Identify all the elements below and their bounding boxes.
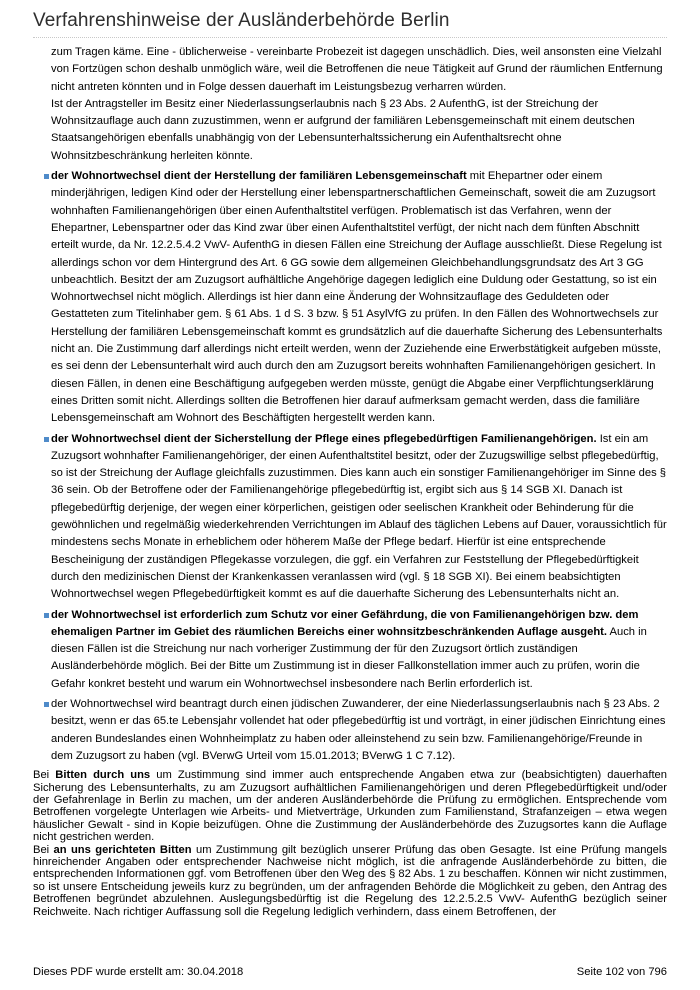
list-item — [33, 607, 667, 693]
list-item-text: mit Ehepartner oder einem minderjährigen, ledigen Kind oder der Herstellung einer lebenspartnerschaftlichen Gemeinschaft, soweit die am Zuzugsort wohnhaften Familienangehörigen über einen Aufenthaltstitel verfügen. Problematisch ist das Verfahren, wenn der Ehepartner, Lebenspartner oder das Kind zwar über einen Aufenthaltstitel verfügt, der nicht nach dem fünften Abschnitt erteilt wurde, da Nr. 12.2.5.4.2 VwV- AufenthG in diesen Fällen eine Streichung der Auflage ausschließt. Diese Regelung ist allerdings schon vor dem Hintergrund des Art. 6 GG sowie dem allgemeinen Gleichbehandlungsgrundsatz des Art 3 GG unbeachtlich. Besitzt der am Zuzugsort aufhältliche Angehörige dagegen lediglich eine Duldung oder Gestattung, so ist ein Wohnortwechsel nicht möglich. Allerdings ist hier dann eine Änderung der Wohnsitzauflage des Geduldeten oder Gestatteten zum Titelinhaber gem. § 61 Abs. 1 d S. 3 bzw. § 51 AsylVfG zu prüfen. In den Fällen des Wohnortwechsels zur Herstellung der familiären Lebensgemeinschaft kommt es grundsätzlich auf die dauerhafte Sicherung des Lebensunterhalts nicht an. Die Zustimmung darf allerdings nicht erteilt werden, wenn der Zuziehende eine Erwerbstätigkeit aufgeben müsste, es sei denn der Lebensunterhalt wird auch durch den am Zuzugsort bereits wohnhaften Familienangehörigen gesichert. In diesen Fällen, in denen eine Beschäftigung aufgegeben werden müsste, genügt die Abgabe einer Verpflichtungserklärung eines Dritten somit nicht. Allerdings sollten die Betroffenen hier darauf aufmerksam gemacht werden, dass die familiäre Lebensgemeinschaft am Wohnort des Beschäftigten hergestellt werden kann. — [51, 170, 663, 425]
paragraph-prefix: Bei — [33, 769, 56, 782]
creation-date: Dieses PDF wurde erstellt am: 30.04.2018 — [33, 966, 244, 978]
bullet-icon — [44, 613, 49, 618]
body-paragraph — [33, 844, 667, 918]
document-body — [33, 44, 667, 918]
paragraph-prefix: Bei — [33, 843, 54, 856]
page-number: Seite 102 von 796 — [576, 966, 667, 978]
bullet-icon — [44, 437, 49, 442]
page-footer — [33, 966, 667, 978]
page-header — [33, 10, 667, 38]
paragraph-text: um Zustimmung gilt bezüglich unserer Prüfung das oben Gesagte. Ist eine Prüfung mangels hinreichender Angaben oder entsprechender Nachweise nicht möglich, ist die anfragende Ausländerbehörde zu bitten, die entsprechenden Informationen ggf. vom Betroffenen über den Weg des § 82 Abs. 1 zu beschaffen. Können wir nicht zustimmen, so ist unsere Entscheidung jeweils kurz zu begründen, um der anfragenden Behörde die Möglichkeit zu geben, den Antrag des Betroffenen begründet abzulehnen. Auslegungsbedürftig ist die Regelung des 12.2.5.2.5 VwV- AufenthG bezüglich seiner Reichweite. Nach richtiger Auffassung soll die Regelung lediglich verhindern, dass einem Betroffenen, der — [33, 843, 667, 918]
list-item-text: Auch in diesen Fällen ist die Streichung nur nach vorheriger Zustimmung der für den Zuzugsort örtlich zuständigen Ausländerbehörde möglich. Bei der Bitte um Zustimmung ist in dieser Fallkonstellation immer auch zu prüfen, worin die Gefahr konkret besteht und warum ein Wohnortwechsel insbesondere nach Berlin erforderlich ist. — [51, 625, 647, 690]
intro-paragraph: zum Tragen käme. Eine - üblicherweise - vereinbarte Probezeit ist dagegen unschädlich. Dies, weil ansonsten eine Vielzahl von Fortzügen schon deshalb unmöglich wäre, weil die Betroffenen die neue Tätigkeit auf Grund der räumlichen Entfernung nicht antreten könnten und in Folge dessen dauerhaft im Leistungsbezug verharren würden. — [51, 46, 663, 93]
list-item-text: Ist ein am Zuzugsort wohnhafter Familienangehöriger, der einen Aufenthaltstitel besitzt, oder der Zuzugswillige selbst pflegebedürftig, so ist der Streichung der Auflage gleichfalls zuzustimmen. Dies kann auch ein sonstiger Familienangehöriger im Sinne des § 36 sein. Ob der Betroffene oder der Familienangehörige pflegebedürftig ist, ergibt sich aus § 14 SGB XI. Danach ist pflegebedürftig derjenige, der wegen einer körperlichen, geistigen oder seelischen Krankheit oder Behinderung für die gewöhnlichen und regelmäßig wiederkehrenden Verrichtungen im Ablauf des täglichen Lebens auf Dauer, voraussichtlich für mindestens sechs Monate in erheblichem oder höherem Maße der Pflege bedarf. Hierfür ist eine entsprechende Bescheinigung der zuständigen Pflegekasse vorzulegen, die ggf. ein Verfahren zur Feststellung der Pflegebedürftigkeit durch den medizinischen Dienst der Krankenkassen veranlassen wird (vgl. § 18 SGB XI). Bei einem beabsichtigten Wohnortwechsel wegen Pflegebedürftigkeit kommt es auf die dauerhafte Sicherung des Lebensunterhalts nicht an. — [51, 432, 667, 601]
intro-paragraph: Ist der Antragsteller im Besitz einer Niederlassungserlaubnis nach § 23 Abs. 2 AufenthG, ist der Streichung der Wohnsitzauflage auch dann zuzustimmen, wenn er aufgrund der familiären Lebensgemeinschaft mit einem deutschen Staatsangehörigen ebenfalls unabhängig von der Lebensunterhaltssicherung ein Aufenthaltsrecht ohne Wohnsitzbeschränkung herleiten könnte. — [51, 97, 635, 162]
list-item-heading: der Wohnortwechsel dient der Herstellung der familiären Lebensgemeinschaft — [51, 170, 467, 183]
list-item — [33, 696, 667, 765]
paragraph-emphasis: an uns gerichteten Bitten — [53, 843, 192, 856]
list-item-heading: der Wohnortwechsel ist erforderlich zum Schutz vor einer Gefährdung, die von Familienangehörigen bzw. dem ehemaligen Partner im Gebiet des räumlichen Bereichs einer wohnsitzbeschränkenden Auflage ausgeht. — [51, 608, 639, 638]
paragraph-emphasis: Bitten durch uns — [55, 769, 151, 782]
bullet-icon — [44, 174, 49, 179]
bullet-icon — [44, 702, 49, 707]
list-item — [33, 431, 667, 604]
paragraph-text: um Zustimmung sind immer auch entsprechende Angaben etwa zur (beabsichtigten) dauerhaften Sicherung des Lebensunterhalts, zu am Zuzugsort aufhältlichen Familienangehörigen und deren Pflegebedürftigkeit und/oder der Gefahrenlage in Berlin zu machen, um der anderen Ausländerbehörde die Prüfung zu ermöglichen. Entsprechende vom Betroffenen vorgelegte Unterlagen wie Arbeits- und Mietverträge, Urkunden zum Familienstand, Strafanzeigen – etwa wegen häuslicher Gewalt - sind in Kopie beizufügen. Ohne die Zustimmung der Ausländerbehörde des Zuzugsortes kann die Auflage nicht gestrichen werden. — [33, 769, 667, 844]
list-item-heading: der Wohnortwechsel dient der Sicherstellung der Pflege eines pflegebedürftigen Familienangehörigen. — [51, 432, 597, 445]
list-item — [33, 168, 667, 427]
document-title: Verfahrenshinweise der Ausländerbehörde Berlin — [33, 10, 450, 31]
body-paragraph — [33, 769, 667, 843]
list-item-text: der Wohnortwechsel wird beantragt durch einen jüdischen Zuwanderer, der eine Niederlassungserlaubnis nach § 23 Abs. 2 besitzt, wenn er das 65.te Lebensjahr vollendet hat oder pflegebedürftig ist und vorträgt, in einer jüdischen Einrichtung eines anderen Bundeslandes einen Wohnheimplatz zu haben oder alleinstehend zu sein bzw. Familienangehörige/Freunde in dem Zuzugsort zu haben (vgl. BVerwG Urteil vom 15.01.2013; BVerwG 1 C 7.12). — [51, 697, 666, 762]
